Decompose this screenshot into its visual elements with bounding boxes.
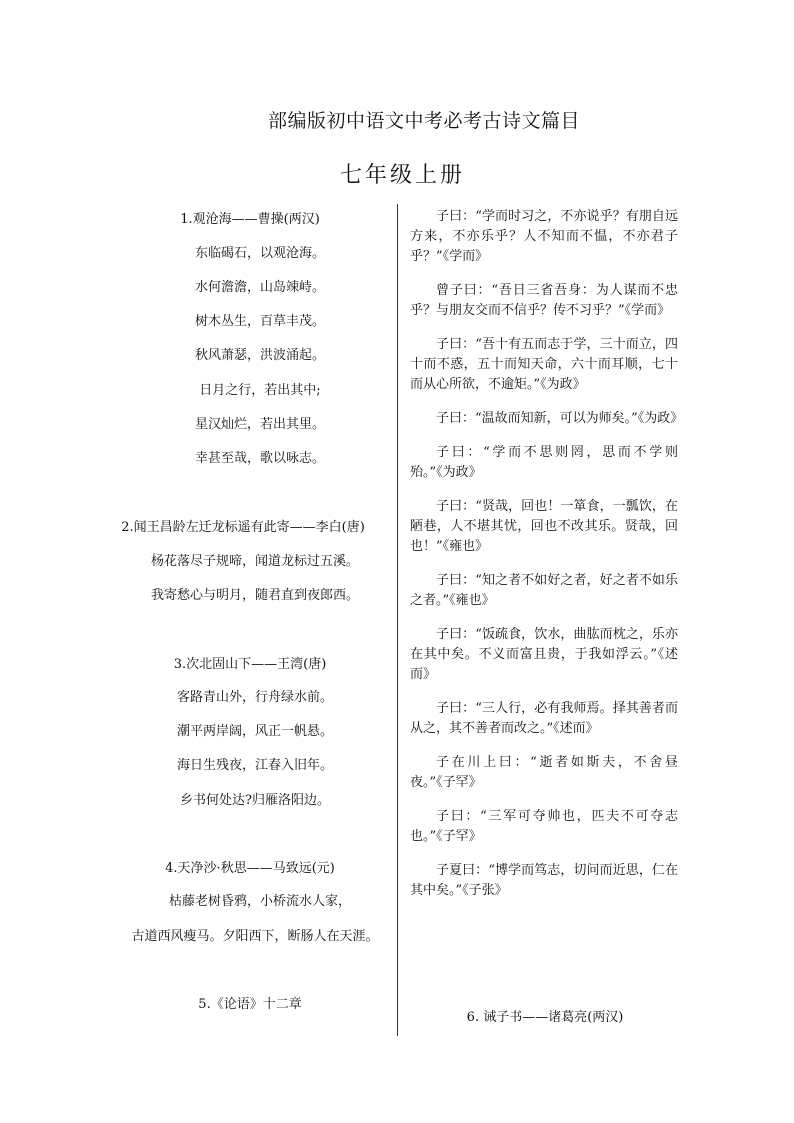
- poem-line: 树木丛生，百草丰茂。: [194, 314, 325, 329]
- analects-quote: 子在川上曰：“逝者如斯夫，不舍昼夜。”《子罕》: [410, 755, 678, 790]
- poem-title: 3.次北固山下——王湾(唐): [173, 657, 327, 672]
- poem-line: 东临碣石，以观沧海。: [194, 246, 325, 261]
- poem-line: 我寄愁心与明月，随君直到夜郎西。: [150, 588, 359, 603]
- grade-subtitle: 七年级上册: [340, 163, 466, 188]
- section-heading: 5.《论语》十二章: [198, 997, 302, 1012]
- analects-quote: 子曰：“三军可夺帅也，匹夫不可夺志也。”《子罕》: [410, 809, 678, 844]
- poem-line: 客路青山外，行舟绿水前。: [176, 690, 333, 705]
- poem-line: 古道西风瘦马。夕阳西下，断肠人在天涯。: [131, 929, 379, 944]
- section-heading: 6. 诫子书——诸葛亮(两汉): [466, 1010, 624, 1025]
- poem-line: 乡书何处达?归雁洛阳边。: [180, 793, 330, 808]
- analects-quote: 子曰：“贤哉，回也！一箪食，一瓢饮，在陋巷，人不堪其忧，回也不改其乐。贤哉，回也！”《雍也》: [410, 499, 678, 554]
- right-column: [410, 207, 684, 915]
- poem-line: 日月之行，若出其中;: [199, 383, 321, 398]
- analects-quote: 曾子曰：“吾日三省吾身：为人谋而不忠乎？与朋友交而不信乎？传不习乎？”《学而》: [410, 283, 678, 318]
- analects-quote: 子曰：“温故而知新，可以为师矣。”《为政》: [436, 411, 684, 426]
- analects-quote: 子曰：“知之者不如好之者，好之者不如乐之者。”《雍也》: [410, 573, 678, 608]
- poem-line: 潮平两岸阔，风正一帆悬。: [176, 724, 333, 739]
- poem-line: 枯藤老树昏鸦，小桥流水人家，: [168, 894, 351, 909]
- poem-line: 海日生残夜，江春入旧年。: [176, 758, 333, 773]
- poem-title: 4.天净沙·秋思——马致远(元): [165, 861, 335, 876]
- poem-line: 星汉灿烂，若出其里。: [194, 417, 325, 432]
- document-title: 部编版初中语文中考必考古诗文篇目: [268, 110, 581, 132]
- analects-quote: 子曰：“饭疏食，饮水，曲肱而枕之，乐亦在其中矣。不义而富且贵，于我如浮云。”《述而》: [410, 627, 678, 682]
- analects-quote: 子曰：“三人行，必有我师焉。择其善者而从之，其不善者而改之。”《述而》: [410, 701, 678, 736]
- analects-quote: 子夏曰：“博学而笃志，切问而近思，仁在其中矣。”《子张》: [410, 863, 678, 898]
- poem-line: 水何澹澹，山岛竦峙。: [194, 280, 325, 295]
- poem-line: 杨花落尽子规啼，闻道龙标过五溪。: [150, 554, 359, 569]
- poem-line: 秋风萧瑟，洪波涌起。: [194, 348, 325, 363]
- analects-quote: 子曰：“学而时习之，不亦说乎？有朋自远方来，不亦乐乎？人不知而不愠，不亦君子乎？”《学而》: [410, 209, 678, 264]
- analects-quote: 子曰：“学而不思则罔，思而不学则殆。”《为政》: [410, 445, 678, 480]
- poem-line: 幸甚至哉，歌以咏志。: [194, 451, 325, 466]
- poem-title: 1.观沧海——曹操(两汉): [180, 212, 320, 227]
- analects-quote: 子曰：“吾十有五而志于学，三十而立，四十而不惑，五十而知天命，六十而耳顺，七十而从心所欲，不逾矩。”《为政》: [410, 337, 678, 392]
- column-divider: [397, 204, 398, 1036]
- poem-title: 2.闻王昌龄左迁龙标遥有此寄——李白(唐): [121, 520, 365, 535]
